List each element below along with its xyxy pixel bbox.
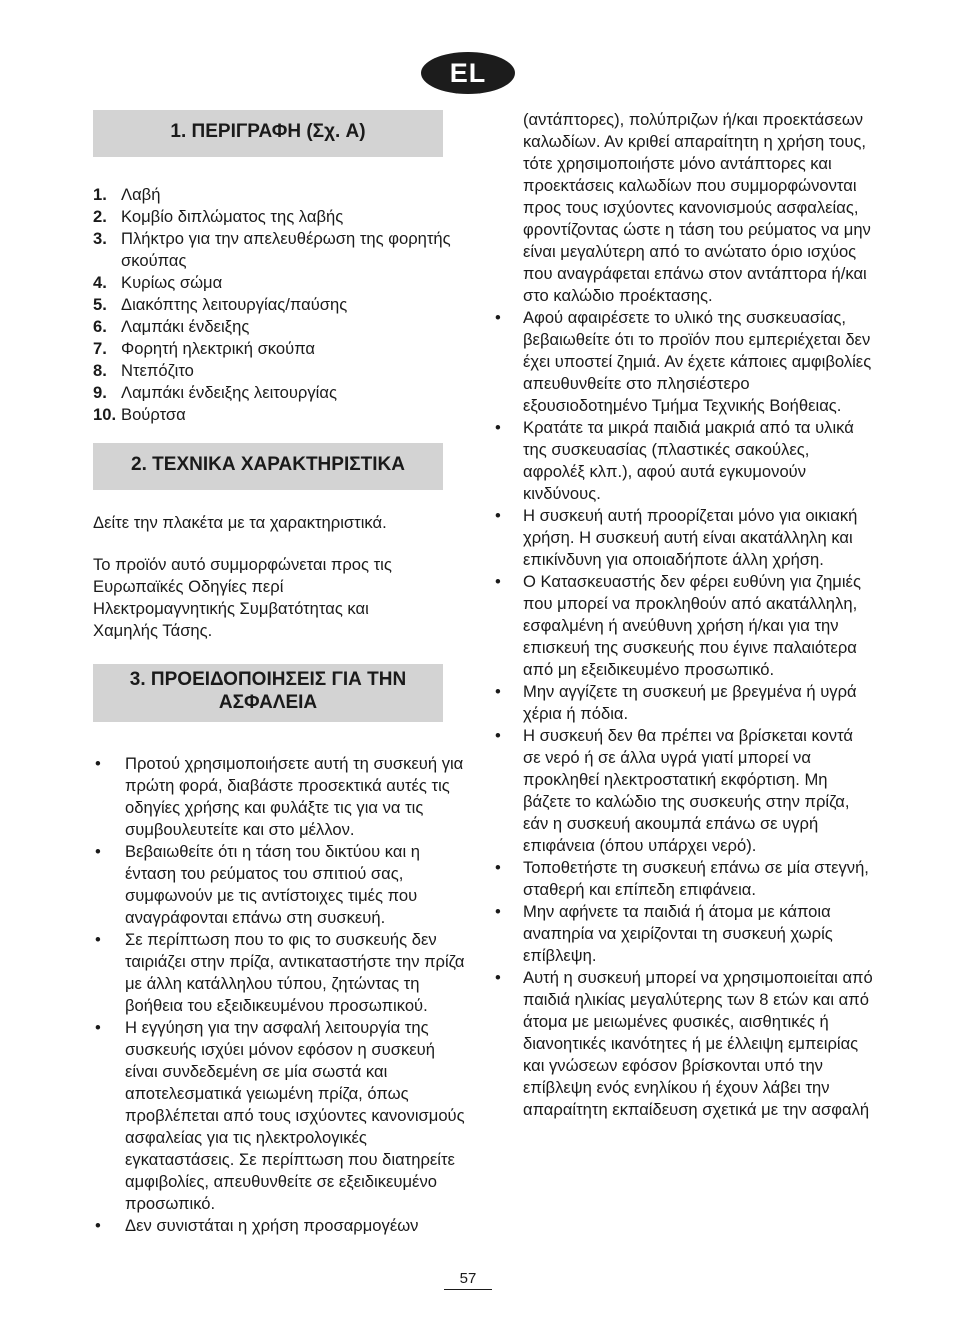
bullet-icon: • (95, 930, 101, 949)
parts-item-number: 6. (93, 317, 107, 336)
safety-item-text: Η συσκευή δεν θα πρέπει να βρίσκεται κοντά σε νερό ή σε άλλα υγρά γιατί μπορεί να προκληθεί ηλεκτροστατική εκφόρτιση. Μη βάζετε το καλώδιο της συσκευής στην πρίζα, εάν η συσκευή ακουμπά επάνω σε υγρή επιφάνεια (όπου υπάρχει νερό). (523, 726, 854, 855)
left-column (93, 110, 465, 1237)
parts-list-item (93, 360, 465, 382)
parts-list-item (93, 404, 465, 426)
safety-item-text: Ο Κατασκευαστής δεν φέρει ευθύνη για ζημιές που μπορεί να προκληθούν από ακατάλληλη, εσφαλμένη ή ανεύθυνη χρήση ή/και για την επισκευή της συσκευής που έγινε παλαιότερα από μη εξειδικευμένο προσωπικό. (523, 572, 861, 679)
parts-list-item (93, 316, 465, 338)
bullet-icon: • (95, 754, 101, 773)
parts-item-label: Διακόπτης λειτουργίας/παύσης (121, 295, 348, 314)
section2-title: 2. ΤΕΧΝΙΚΑ ΧΑΡΑΚΤΗΡΙΣΤΙΚΑ (93, 443, 443, 487)
parts-list (93, 184, 465, 426)
parts-item-label: Λαβή (121, 185, 161, 204)
safety-item (495, 857, 875, 901)
bullet-icon: • (95, 842, 101, 861)
safety-item-text: Αφού αφαιρέσετε το υλικό της συσκευασίας, βεβαιωθείτε ότι το προϊόν που εμπεριέχεται δεν έχει υποστεί ζημιά. Αν έχετε κάποιες αμφιβολίες απευθυνθείτε στο πλησιέστερο εξουσιοδοτημένο Τμήμα Τεχνικής Βοήθειας. (523, 308, 872, 415)
section1-header (93, 110, 443, 162)
safety-list-right (495, 307, 875, 1121)
safety-item (495, 307, 875, 417)
safety-item-text: Η εγγύηση για την ασφαλή λειτουργία της συσκευής ισχύει μόνον εφόσον η συσκευή είναι συνδεδεμένη σε μία σωστά και αποτελεσματικά γειωμένη πρίζα, όπως προβλέπεται από τους ισχύοντες κανονισμούς ασφαλείας για τις ηλεκτρολογικές εγκαταστάσεις. Σε περίπτωση που διατηρείτε αμφιβολίες, απευθυνθείτε σε εξειδικευμένο προσωπικό. (125, 1018, 465, 1213)
safety-item-text: Βεβαιωθείτε ότι η τάση του δικτύου και η ένταση του ρεύματος του σπιτιού σας, συμφωνούν με τις αντίστοιχες τιμές που αναγράφονται επάνω στη συσκευή. (125, 842, 421, 927)
bullet-icon: • (495, 572, 501, 591)
section2-para2: Το προϊόν αυτό συμμορφώνεται προς τις Ευρωπαϊκές Οδηγίες περί Ηλεκτρομαγνητικής Συμβατότητας και Χαμηλής Τάσης. (93, 555, 392, 640)
parts-item-label: Ντεπόζιτο (121, 361, 194, 380)
parts-list-item (93, 382, 465, 404)
safety-item (495, 571, 875, 681)
safety-item-text: Τοποθετήστε τη συσκευή επάνω σε μία στεγνή, σταθερή και επίπεδη επιφάνεια. (523, 858, 869, 899)
safety-item-text: Η συσκευή αυτή προορίζεται μόνο για οικιακή χρήση. Η συσκευή αυτή είναι ακατάλληλη και επικίνδυνη για οποιαδήποτε άλλη χρήση. (523, 506, 858, 569)
bullet-icon: • (495, 902, 501, 921)
language-badge: EL (421, 52, 515, 94)
parts-item-label: Φορητή ηλεκτρική σκούπα (121, 339, 316, 358)
safety-item-text: Μην αφήνετε τα παιδιά ή άτομα με κάποια αναπηρία να χειρίζονται τη συσκευή χωρίς επίβλεψη. (523, 902, 833, 965)
safety-item-text: Κρατάτε τα μικρά παιδιά μακριά από τα υλικά της συσκευασίας (πλαστικές σακούλες, αφρολέξ κλπ.), αφού αυτά εγκυμονούν κινδύνους. (523, 418, 854, 503)
parts-item-number: 10. (93, 405, 117, 424)
section2-para1: Δείτε την πλακέτα με τα χαρακτηριστικά. (93, 513, 387, 532)
safety-item (93, 1215, 465, 1237)
safety-item-text: Προτού χρησιμοποιήσετε αυτή τη συσκευή για πρώτη φορά, διαβάστε προσεκτικά αυτές τις οδηγίες χρήσης και φυλάξτε τις για να τις συμβουλευτείτε και στο μέλλον. (125, 754, 464, 839)
bullet-icon: • (495, 418, 501, 437)
safety-item-text: Αυτή η συσκευή μπορεί να χρησιμοποιείται από παιδιά ηλικίας μεγαλύτερης των 8 ετών και από άτομα με μειωμένες φυσικές, αισθητικές ή διανοητικές ικανότητες ή με έλλειψη εμπειρίας και γνώσεων εφόσον βρίσκονται υπό την επίβλεψη ενός ενηλίκου ή έχουν λάβει την απαραίτητη εκπαίδευση σχετικά με την ασφαλή (523, 968, 873, 1119)
safety-item (93, 929, 465, 1017)
parts-list-item (93, 338, 465, 360)
section3-title (93, 664, 443, 719)
parts-list-item (93, 272, 465, 294)
parts-item-number: 8. (93, 361, 107, 380)
parts-item-label: Πλήκτρο για την απελευθέρωση της φορητής σκούπας (121, 229, 451, 270)
safety-item (495, 417, 875, 505)
safety-item (495, 725, 875, 857)
safety-item-text: Μην αγγίζετε τη συσκευή με βρεγμένα ή υγρά χέρια ή πόδια. (523, 682, 857, 723)
bullet-icon: • (495, 308, 501, 327)
parts-item-label: Κυρίως σώμα (121, 273, 223, 292)
parts-item-label: Λαμπάκι ένδειξης (121, 317, 250, 336)
safety-item (93, 841, 465, 929)
section2-header (93, 443, 443, 495)
parts-list-item (93, 228, 465, 272)
safety-item (93, 753, 465, 841)
safety-item (93, 1017, 465, 1215)
bullet-icon: • (95, 1216, 101, 1235)
safety-item-text: Δεν συνιστάται η χρήση προσαρμογέων (125, 1216, 419, 1235)
parts-item-label: Κομβίο διπλώματος της λαβής (121, 207, 344, 226)
page-number: 57 (444, 1269, 492, 1290)
safety-item-text: Σε περίπτωση που το φις το συσκευής δεν ταιριάζει στην πρίζα, αντικαταστήστε την πρίζα με άλλη κατάλληλου τύπου, ζητώντας τη βοήθεια του εξειδικευμένου προσωπικού. (125, 930, 465, 1015)
bullet-icon: • (495, 726, 501, 745)
safety-item (495, 681, 875, 725)
bullet-icon: • (495, 682, 501, 701)
parts-item-number: 3. (93, 229, 107, 248)
section3-title-line1: 3. ΠΡΟΕΙΔΟΠΟΙΗΣΕΙΣ ΓΙΑ ΤΗΝ (129, 669, 407, 690)
parts-item-number: 5. (93, 295, 107, 314)
parts-item-number: 7. (93, 339, 107, 358)
bullet-icon: • (495, 506, 501, 525)
section3-title-line2: ΑΣΦΑΛΕΙΑ (218, 692, 318, 713)
right-column (495, 109, 875, 1121)
parts-list-item (93, 206, 465, 228)
parts-list-item (93, 184, 465, 206)
parts-list-item (93, 294, 465, 316)
bullet-icon: • (495, 858, 501, 877)
safety-item (495, 505, 875, 571)
bullet-icon: • (95, 1018, 101, 1037)
parts-item-label: Λαμπάκι ένδειξης λειτουργίας (121, 383, 337, 402)
parts-item-number: 9. (93, 383, 107, 402)
parts-item-number: 4. (93, 273, 107, 292)
safety-list-left (93, 753, 465, 1237)
parts-item-number: 2. (93, 207, 107, 226)
safety-item (495, 901, 875, 967)
parts-item-number: 1. (93, 185, 107, 204)
safety-continuation: (αντάπτορες), πολύπριζων ή/και προεκτάσεων καλωδίων. Αν κριθεί απαραίτητη η χρήση τους, τότε χρησιμοποιήστε μόνο αντάπτορες και προεκτάσεις καλωδίων που συμμορφώνονται προς τους ισχύοντες κανονισμούς ασφαλείας, φροντίζοντας ώστε η τάση του ρεύματος να μην είναι μεγαλύτερη από το ανώτατο όριο ισχύος που αναγράφεται επάνω στον αντάπτορα ή/και στο καλώδιο προέκτασης. (523, 110, 871, 305)
section3-header (93, 664, 443, 727)
safety-item (495, 967, 875, 1121)
section1-title: 1. ΠΕΡΙΓΡΑΦΗ (Σχ. A) (93, 110, 443, 154)
bullet-icon: • (495, 968, 501, 987)
parts-item-label: Βούρτσα (121, 405, 186, 424)
